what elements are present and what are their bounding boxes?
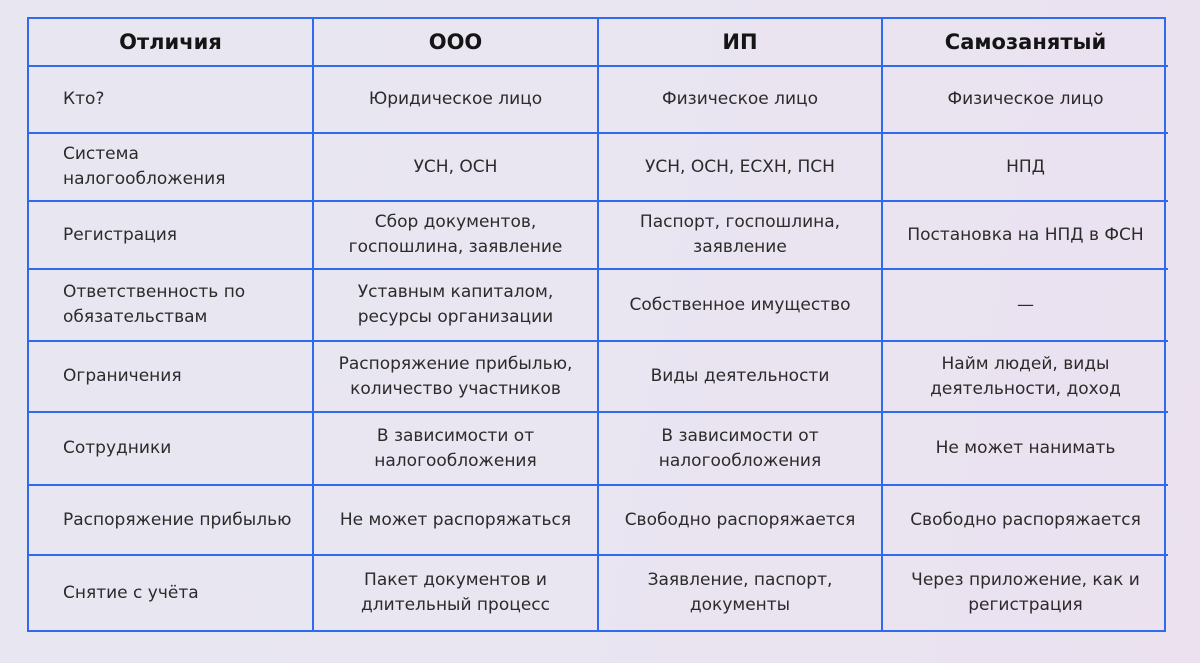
cell-restrictions-ip: Виды деятельности [599,342,883,413]
cell-profit-disposal-ooo: Не может распоряжаться [314,486,599,556]
cell-tax-system-self-employed: НПД [883,134,1168,202]
cell-who-self-employed: Физическое лицо [883,67,1168,134]
header-cell-ooo: ООО [314,19,599,67]
cell-deregistration-criterion: Снятие с учёта [29,556,314,630]
cell-profit-disposal-criterion: Распоряжение прибылью [29,486,314,556]
cell-who-criterion: Кто? [29,67,314,134]
cell-profit-disposal-ip: Свободно распоряжается [599,486,883,556]
cell-liability-ooo: Уставным капиталом, ресурсы организации [314,270,599,342]
cell-employees-ooo: В зависимости от налогообложения [314,413,599,486]
header-cell-self-employed: Самозанятый [883,19,1168,67]
cell-deregistration-self-employed: Через приложение, как и регистрация [911,570,1140,615]
cell-tax-system-ip: УСН, ОСН, ЕСХН, ПСН [599,134,883,202]
cell-restrictions-ooo: Распоряжение прибылью, количество участников [314,342,599,413]
comparison-table [27,17,1166,632]
cell-registration-ooo: Сбор документов, госпошлина, заявление [314,202,599,270]
cell-employees-criterion: Сотрудники [29,413,314,486]
header-cell-differences: Отличия [29,19,314,67]
cell-liability-criterion: Ответственность по обязательствам [29,270,314,342]
cell-who-ooo: Юридическое лицо [314,67,599,134]
cell-tax-system-ooo: УСН, ОСН [314,134,599,202]
cell-who-ip: Физическое лицо [599,67,883,134]
cell-profit-disposal-self-employed: Свободно распоряжается [883,486,1168,556]
cell-liability-ip: Собственное имущество [599,270,883,342]
cell-registration-self-employed: Постановка на НПД в ФСН [883,202,1168,270]
cell-liability-self-employed: — [883,270,1168,342]
cell-registration-criterion: Регистрация [29,202,314,270]
cell-employees-ip: В зависимости от налогообложения [599,413,883,486]
header-cell-ip: ИП [599,19,883,67]
cell-employees-self-employed: Не может нанимать [883,413,1168,486]
cell-restrictions-self-employed: Найм людей, виды деятельности, доход [883,342,1168,413]
cell-registration-ip: Паспорт, госпошлина, заявление [599,202,883,270]
cell-restrictions-criterion: Ограничения [29,342,314,413]
cell-tax-system-criterion: Система налогообложения [29,134,314,202]
cell-deregistration-ip: Заявление, паспорт, документы [599,556,883,630]
cell-deregistration-ooo: Пакет документов и длительный процесс [314,556,599,630]
